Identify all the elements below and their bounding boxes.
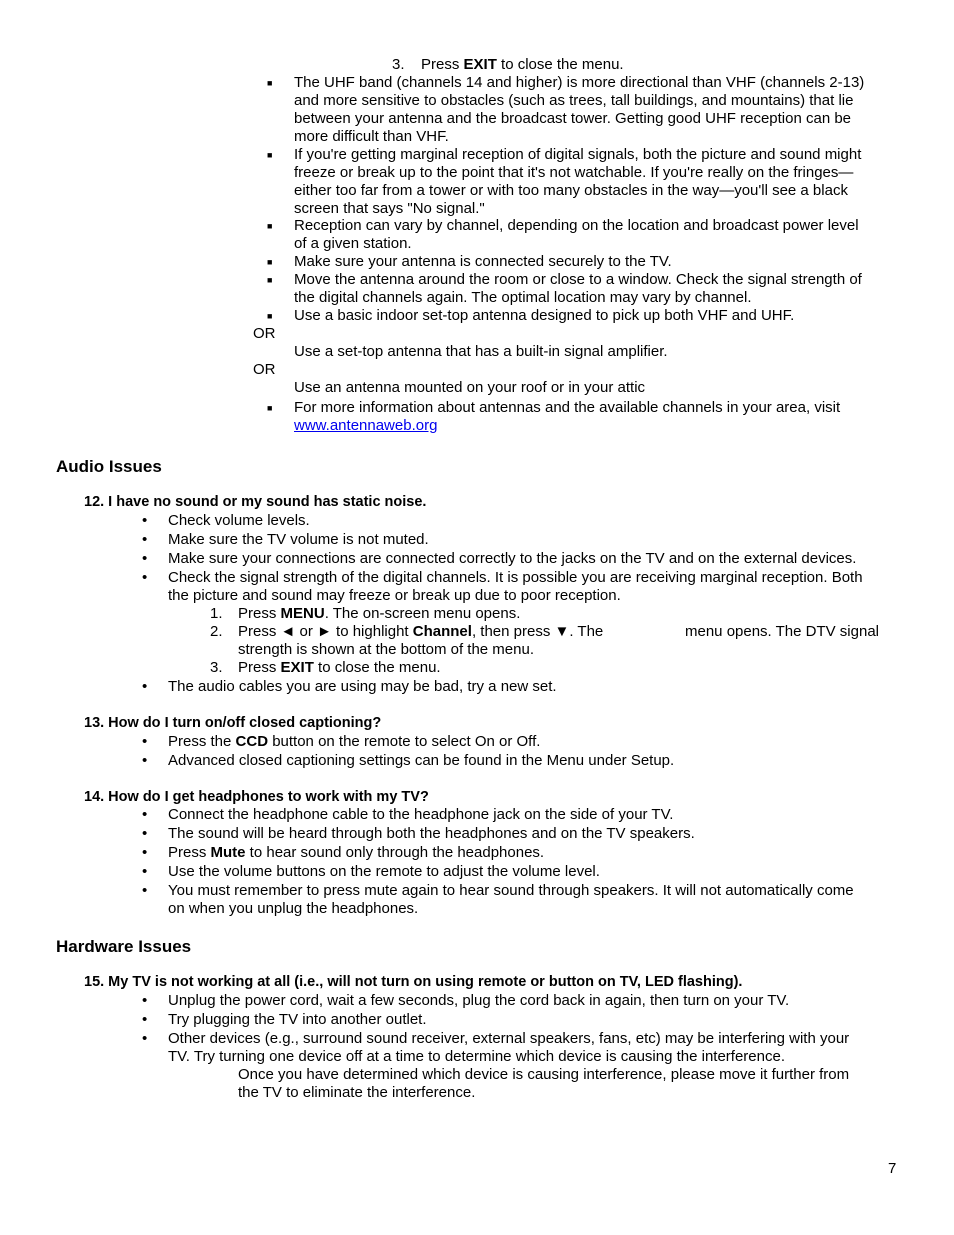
step-text-post: , then press ▼. The	[471, 623, 604, 640]
step-text	[238, 623, 603, 641]
step-text-pre: Press ◄ or ► to highlight	[238, 623, 413, 640]
list-item: Connect the headphone cable to the headphone jack on the side of your TV.	[168, 806, 674, 823]
bullet-dot-icon: •	[142, 992, 148, 1009]
bullet-square-icon: ■	[267, 403, 273, 413]
antennaweb-link[interactable]: www.antennaweb.org	[294, 417, 438, 434]
step-number: 1.	[210, 605, 223, 622]
step-text-tail: menu opens. The DTV signal	[685, 623, 879, 640]
list-item: Check the signal strength of the digital channels. It is possible you are receiving marginal reception. Both	[168, 569, 863, 586]
step-key: MENU	[280, 605, 325, 622]
step-text-pre: Press	[238, 605, 281, 622]
bullet-line: Move the antenna around the room or close to a window. Check the signal strength of	[294, 271, 862, 288]
bullet-line: of a given station.	[294, 235, 412, 252]
bullet-square-icon: ■	[267, 257, 273, 267]
bullet-dot-icon: •	[142, 1030, 148, 1047]
step-key: EXIT	[280, 659, 314, 676]
bullet-square-icon: ■	[267, 275, 273, 285]
list-item: Unplug the power cord, wait a few seconds, plug the cord back in again, then turn on your TV.	[168, 992, 790, 1009]
step-number: 2.	[210, 623, 223, 640]
alternative-text: Use an antenna mounted on your roof or in your attic	[294, 379, 646, 396]
note-text: Once you have determined which device is causing interference, please move it further from	[238, 1066, 850, 1083]
list-item: Check volume levels.	[168, 512, 310, 529]
bullet-dot-icon: •	[142, 531, 148, 548]
step-text	[421, 56, 624, 74]
bullet-square-icon: ■	[267, 311, 273, 321]
bullet-dot-icon: •	[142, 550, 148, 567]
question-14: 14. How do I get headphones to work with my TV?	[84, 789, 429, 805]
list-item: The sound will be heard through both the headphones and on the TV speakers.	[168, 825, 695, 842]
bullet-dot-icon: •	[142, 844, 148, 861]
bullet-line: The UHF band (channels 14 and higher) is more directional than VHF (channels 2-13)	[294, 74, 865, 91]
or-label: OR	[253, 325, 276, 342]
list-item: Make sure the TV volume is not muted.	[168, 531, 429, 548]
bullet-line: freeze or break up to the point that it's not watchable. If you're really on the fringes—	[294, 164, 854, 181]
bullet-dot-icon: •	[142, 733, 148, 750]
list-item: The audio cables you are using may be bad, try a new set.	[168, 678, 557, 695]
list-item: Use the volume buttons on the remote to adjust the volume level.	[168, 863, 600, 880]
step-text-post: . The on-screen menu opens.	[324, 605, 521, 622]
list-item: Other devices (e.g., surround sound receiver, external speakers, fans, etc) may be interfering with your	[168, 1030, 850, 1047]
bullet-dot-icon: •	[142, 806, 148, 823]
bullet-line: the digital channels again. The optimal location may vary by channel.	[294, 289, 752, 306]
bullet-line: Use a basic indoor set-top antenna designed to pick up both VHF and UHF.	[294, 307, 795, 324]
bullet-line: screen that says "No signal."	[294, 200, 485, 217]
bullet-line: and more sensitive to obstacles (such as trees, tall buildings, and mountains) that lie	[294, 92, 854, 109]
bullet-line: between your antenna and the broadcast tower. Getting good UHF reception can be	[294, 110, 852, 127]
list-item: Advanced closed captioning settings can be found in the Menu under Setup.	[168, 752, 675, 769]
list-item-post: to hear sound only through the headphones.	[245, 844, 545, 861]
section-heading-hardware: Hardware Issues	[56, 937, 192, 956]
step-text-pre: Press	[238, 659, 281, 676]
question-15: 15. My TV is not working at all (i.e., will not turn on using remote or button on TV, LED flashing).	[84, 974, 743, 990]
step-key: EXIT	[463, 56, 497, 73]
page-number: 7	[888, 1160, 897, 1177]
bullet-line: Reception can vary by channel, depending on the location and broadcast power level	[294, 217, 859, 234]
bullet-dot-icon: •	[142, 863, 148, 880]
bullet-line: If you're getting marginal reception of digital signals, both the picture and sound might	[294, 146, 862, 163]
bullet-line: more difficult than VHF.	[294, 128, 449, 145]
list-item-continued: the picture and sound may freeze or break up due to poor reception.	[168, 587, 621, 604]
list-item	[168, 844, 544, 862]
list-item: Try plugging the TV into another outlet.	[168, 1011, 427, 1028]
list-item: Make sure your connections are connected correctly to the jacks on the TV and on the external devices.	[168, 550, 857, 567]
step-text-continued: strength is shown at the bottom of the menu.	[238, 641, 535, 658]
note-text: the TV to eliminate the interference.	[238, 1084, 476, 1101]
step-text	[238, 659, 441, 677]
bullet-line: either too far from a tower or with too many obstacles in the way—you'll see a black	[294, 182, 848, 199]
list-item: You must remember to press mute again to hear sound through speakers. It will not automatically come	[168, 882, 854, 899]
bullet-dot-icon: •	[142, 512, 148, 529]
bullet-dot-icon: •	[142, 569, 148, 586]
bullet-square-icon: ■	[267, 150, 273, 160]
list-item	[168, 733, 540, 751]
bullet-dot-icon: •	[142, 825, 148, 842]
question-13: 13. How do I turn on/off closed captioning?	[84, 715, 382, 731]
list-item-continued: on when you unplug the headphones.	[168, 900, 419, 917]
list-item-key: CCD	[235, 733, 269, 750]
bullet-line: Make sure your antenna is connected securely to the TV.	[294, 253, 672, 270]
bullet-dot-icon: •	[142, 678, 148, 695]
step-text-post: to close the menu.	[313, 659, 441, 676]
more-info-text: For more information about antennas and the available channels in your area, visit	[294, 399, 841, 416]
list-item-pre: Press	[168, 844, 211, 861]
step-text-pre: Press	[421, 56, 464, 73]
bullet-square-icon: ■	[267, 221, 273, 231]
bullet-dot-icon: •	[142, 1011, 148, 1028]
step-text	[238, 605, 520, 623]
bullet-dot-icon: •	[142, 752, 148, 769]
list-item-continued: TV. Try turning one device off at a time to determine which device is causing the interference.	[168, 1048, 785, 1065]
step-number: 3.	[392, 56, 405, 73]
bullet-dot-icon: •	[142, 882, 148, 899]
or-label: OR	[253, 361, 276, 378]
list-item-post: button on the remote to select On or Off.	[268, 733, 541, 750]
list-item-pre: Press the	[168, 733, 236, 750]
section-heading-audio: Audio Issues	[56, 457, 162, 476]
step-text-post: to close the menu.	[496, 56, 624, 73]
question-12: 12. I have no sound or my sound has static noise.	[84, 494, 427, 510]
list-item-key: Mute	[210, 844, 246, 861]
step-number: 3.	[210, 659, 223, 676]
alternative-text: Use a set-top antenna that has a built-in signal amplifier.	[294, 343, 668, 360]
bullet-square-icon: ■	[267, 78, 273, 88]
step-key: Channel	[412, 623, 472, 640]
